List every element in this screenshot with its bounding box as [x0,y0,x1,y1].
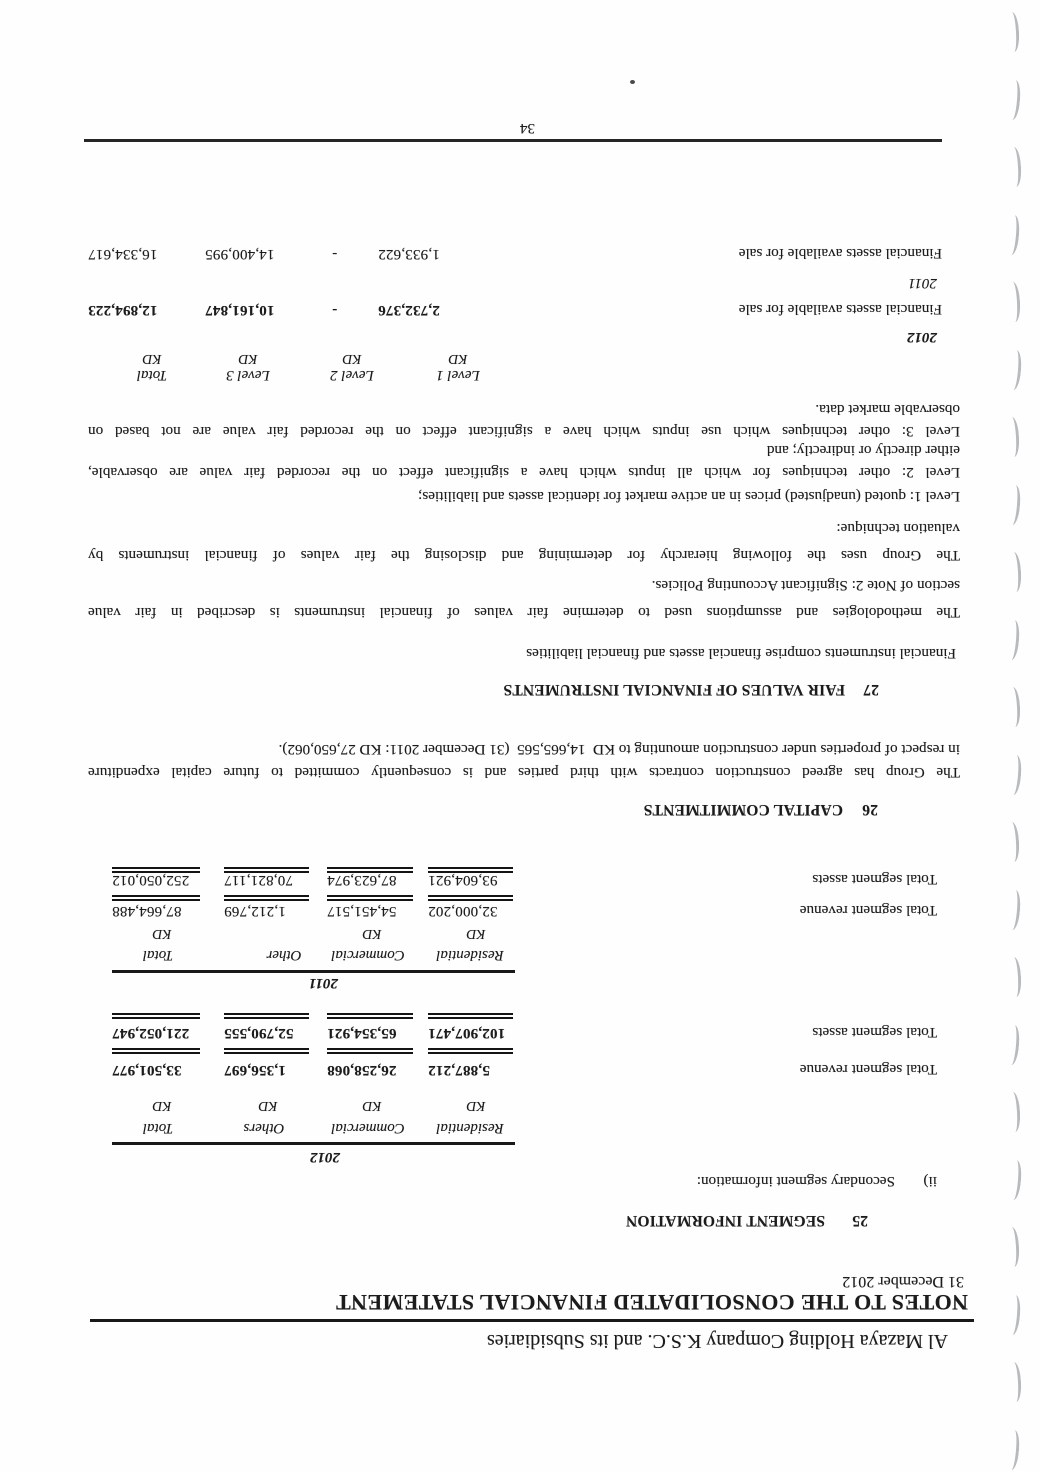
seg-2011-revenue-residential: 32,000,202 [428,903,498,919]
seg-2011-col-other: Other [266,947,302,963]
company-name: Al Mazaya Holding Company K.S.C. and its Subsidiaries [486,1330,948,1352]
fv-level3-line-1: Level 3: other techniques which use inputs which have a significant effect on the recorded fair value are not based on [88,423,960,440]
report-date: 31 December 2012 [842,1273,964,1290]
seg-2012-revenue-residential: 5,887,212 [428,1062,490,1078]
fv-para1-line-2: section of Note 2: Significant Accounting Policies. [651,577,960,594]
fv-2011-total: 16,334,617 [88,246,158,262]
page-number: 34 [520,120,535,136]
seg-2011-kd-total: KD [152,927,172,942]
fv-2012-label: Financial assets available for sale [738,301,942,318]
fv-2012-level2: - [332,302,338,318]
section-26-title: CAPITAL COMMITMENTS [643,801,843,818]
fv-2012-year: 2012 [907,329,937,345]
section-26-number: 26 [862,801,878,818]
seg-2011-revenue-label: Total segment revenue [799,902,937,919]
seg-2011-rule-5 [428,867,513,873]
seg-2012-revenue-others: 1,356,697 [224,1062,286,1078]
seg-2011-year: 2011 [308,975,338,991]
fv-level1-line: Level 1: quoted (unadjusted) prices in an active market for identical assets and liabilities; [418,488,960,505]
seg-2012-assets-commercial: 65,354,921 [327,1025,397,1041]
section-27-number: 27 [863,681,879,698]
capital-commitments-line-1: The Group has agreed construction contracts with third parties and is consequently committed to future capital expenditure [88,764,960,781]
seg-2011-rule-8 [112,867,200,873]
report-title: NOTES TO THE CONSOLIDATED FINANCIAL STATEMENT [335,1290,968,1315]
seg-2011-rule-7 [224,867,309,873]
header-rule [90,1319,974,1322]
footer-rule [84,139,942,142]
seg-2012-kd-others: KD [258,1099,278,1114]
seg-2011-revenue-other: 1,212,769 [224,903,286,919]
seg-2011-assets-total: 252,050,012 [112,872,190,888]
seg-2011-kd-residential: KD [466,927,486,942]
fv-col-level3: Level 3 [226,367,270,383]
seg-2012-col-others: Others [243,1120,285,1136]
seg-2012-assets-others: 52,790,555 [224,1025,294,1041]
fv-kd-level1: KD [448,352,468,367]
fv-2012-level1: 2,732,376 [378,302,440,318]
seg-2011-rule-3 [224,895,309,901]
seg-2012-col-residential: Residential [436,1120,504,1136]
subitem-prefix: ii) [923,1173,937,1190]
seg-2012-top-rule [112,1143,515,1146]
fv-kd-total: KD [142,352,162,367]
seg-2012-rule-7 [224,1013,309,1019]
seg-2011-revenue-total: 87,664,488 [112,903,182,919]
seg-2011-top-rule [112,971,515,974]
seg-2011-revenue-commercial: 54,451,517 [327,903,397,919]
seg-2011-assets-residential: 93,604,921 [428,872,498,888]
seg-2011-rule-2 [327,895,413,901]
seg-2011-assets-other: 70,821,117 [224,872,293,888]
fv-2011-level2: - [332,246,338,262]
seg-2012-col-commercial: Commercial [331,1120,405,1136]
seg-2012-revenue-label: Total segment revenue [799,1061,937,1078]
ink-dot [630,80,635,84]
seg-2012-kd-commercial: KD [362,1099,382,1114]
seg-2012-kd-total: KD [152,1099,172,1114]
seg-2012-revenue-commercial: 26,258,068 [327,1062,397,1078]
seg-2011-assets-label: Total segment assets [812,871,937,888]
seg-2012-col-total: Total [142,1120,174,1136]
seg-2012-assets-residential: 102,907,471 [428,1025,506,1041]
fv-2012-level3: 10,161,847 [205,302,275,318]
seg-2012-rule-2 [327,1048,413,1054]
seg-2011-col-residential: Residential [436,947,504,963]
fv-col-level1: Level 1 [436,367,480,383]
seg-2011-assets-commercial: 87,623,974 [327,872,397,888]
seg-2012-rule-8 [112,1013,200,1019]
fv-level2-line-2: either directly or indirectly; and [766,442,960,459]
seg-2011-rule-4 [112,895,200,901]
seg-2011-rule-1 [428,895,513,901]
fv-2011-level1: 1,933,622 [378,246,440,262]
fv-para1-line-1: The methodologies and assumptions used to determine fair values of financial instruments is described in fair value [88,604,960,621]
fv-intro-line: Financial instruments comprise financial assets and financial liabilities [526,645,956,662]
fv-col-level2: Level 2 [330,367,374,383]
seg-2012-year: 2012 [310,1149,340,1165]
section-25-number: 25 [852,1212,868,1229]
section-25-title: SEGMENT INFORMATION [625,1212,825,1229]
fv-2012-total: 12,894,223 [88,302,158,318]
seg-2012-rule-3 [224,1048,309,1054]
seg-2011-col-total: Total [142,947,174,963]
fv-2011-level3: 14,400,995 [205,246,275,262]
seg-2011-rule-6 [327,867,413,873]
seg-2012-assets-label: Total segment assets [812,1024,937,1041]
subitem-title: Secondary segment information: [696,1173,895,1190]
fv-2011-year: 2011 [908,275,937,291]
fv-para2-line-1: The Group uses the following hierarchy for determining and disclosing the fair values of financial instruments by [88,547,960,564]
fv-2011-label: Financial assets available for sale [738,245,942,262]
seg-2012-assets-total: 221,052,947 [112,1025,190,1041]
fv-col-total: Total [136,367,168,383]
capital-commitments-line-2: in respect of properties under construction amounting to KD 14,665,565 (31 December 2011: KD 27,650,062). [278,741,960,758]
seg-2012-kd-residential: KD [466,1099,486,1114]
fv-kd-level3: KD [238,352,258,367]
seg-2012-revenue-total: 33,501,977 [112,1062,182,1078]
seg-2012-rule-4 [112,1048,200,1054]
seg-2011-col-commercial: Commercial [331,947,405,963]
fv-level3-line-2: observable market data. [815,401,960,418]
fv-kd-level2: KD [342,352,362,367]
fv-para2-line-2: valuation technique: [836,520,960,537]
seg-2012-rule-5 [428,1013,513,1019]
seg-2011-kd-commercial: KD [362,927,382,942]
section-27-title: FAIR VALUES OF FINANCIAL INSTRUMENTS [503,681,845,698]
fv-level2-line-1: Level 2: other techniques for which all inputs which have a significant effect on the recorded fair value are observable, [88,464,960,481]
seg-2012-rule-1 [428,1048,513,1054]
seg-2012-rule-6 [327,1013,413,1019]
